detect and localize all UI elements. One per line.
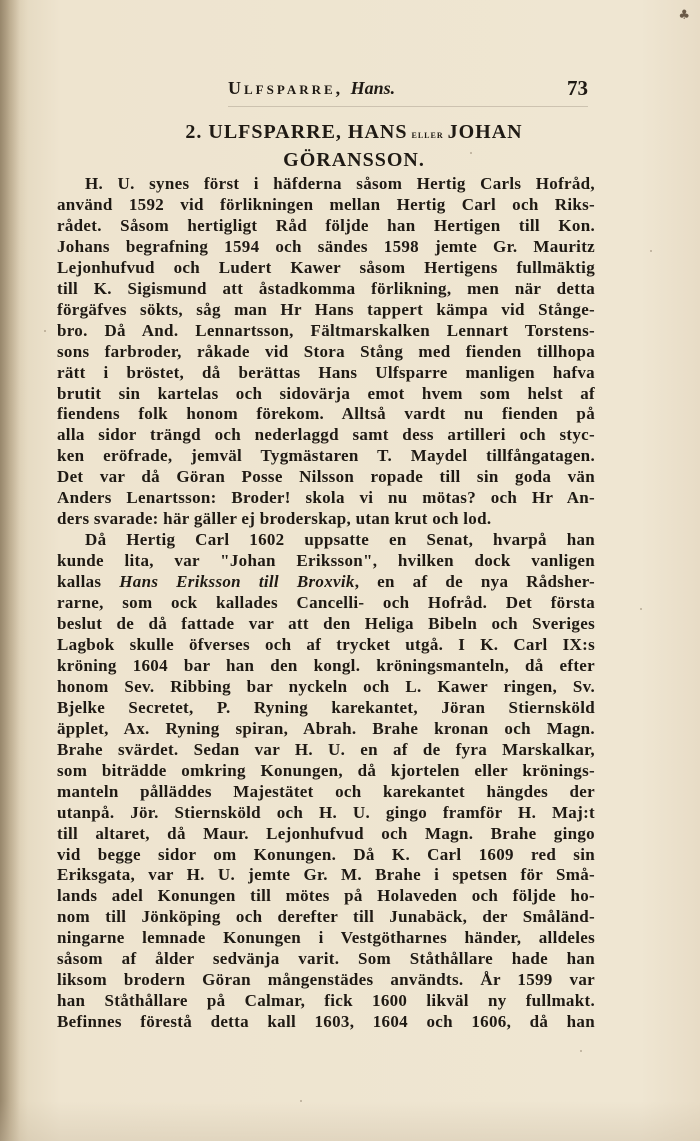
paper-speck [44, 330, 46, 332]
text-line: till altaret, då Maur. Lejonhufvud och Magn. Brahe gingo [57, 823, 595, 843]
text-line: ken eröfrade, jemväl Tygmästaren T. Maydel tillfångatagen. [57, 446, 595, 466]
text-line: såsom af ålder sedvänja varit. Som Ståthållare hade han [57, 949, 595, 969]
text-line: förgäfves sökts, såg man Hr Hans tappert kämpa vid Stånge- [57, 299, 595, 319]
text-line: manteln pålläddes Majestätet och karekantet hängdes der [57, 781, 595, 801]
running-head [228, 78, 395, 99]
text-line: utanpå. Jör. Stiernsköld och H. U. gingo framför H. Maj:t [57, 802, 595, 822]
text-line: använd 1592 vid förlikningen mellan Hertig Carl och Riks- [57, 194, 595, 214]
entry-title-conjunction: eller [411, 129, 444, 141]
page-number: 73 [567, 76, 588, 100]
italic-name: Hans Eriksson till Broxvik [119, 572, 355, 592]
text-line: ders svarade: här gäller ej broderskap, utan krut och lod. [57, 509, 492, 529]
bottom-shadow [0, 1101, 700, 1141]
entry-title-line-2: GÖRANSSON. [283, 149, 425, 171]
text-line: Brahe svärdet. Sedan var H. U. en af de fyra Marskalkar, [57, 739, 595, 759]
running-head-given-name: Hans. [350, 78, 396, 98]
text-line: kröning 1604 bar han den kongl. kröningsmanteln, då efter [57, 655, 595, 675]
text-line: vid begge sidor om Konungen. Då K. Carl 1609 red sin [57, 844, 595, 864]
text-line: fiendens folk honom förekom. Alltså vardt nu fienden på [57, 404, 595, 424]
text-line: Det var då Göran Posse Nilsson ropade till sin goda vän [57, 467, 595, 487]
paper-speck [300, 1100, 302, 1102]
entry-title-line-1 [100, 120, 608, 148]
text-line [57, 572, 595, 593]
text-line: rätt i bröstet, då berättas Hans Ulfsparre manligen hafva [57, 362, 595, 382]
entry-title [100, 120, 608, 173]
text-line: honom Sev. Ribbing bar nyckeln och L. Kawer ringen, Sv. [57, 676, 595, 696]
text-line: brutit sin kartelas och sidovärja emot hvem som helst af [57, 383, 595, 403]
text-line: beslut de då fattade var att den Heliga Bibeln och Sveriges [57, 614, 595, 634]
paper-speck [470, 152, 472, 154]
text-line: sons farbroder, råkade vid Stora Stång med fienden tillhopa [57, 341, 595, 361]
text-line: Bjelke Secretet, P. Ryning karekantet, Jöran Stiernsköld [57, 697, 595, 717]
text-line: Befinnes förestå detta kall 1603, 1604 och 1606, då han [57, 1012, 595, 1032]
text-line: liksom brodern Göran mångenstädes användts. År 1599 var [57, 970, 595, 990]
text-line: äpplet, Ax. Ryning spiran, Abrah. Brahe kronan och Magn. [57, 718, 595, 738]
text-segment: , en af de nya Rådsher- [354, 572, 595, 592]
text-line: Lagbok skulle öfverses och af trycket utgå. I K. Carl IX:s [57, 634, 595, 654]
text-line: han Ståthållare på Calmar, fick 1600 likväl ny fullmakt. [57, 991, 595, 1011]
paper-speck [650, 250, 652, 252]
entry-title-main: 2. ULFSPARRE, HANS [185, 121, 408, 143]
text-line: Eriksgata, var H. U. jemte Gr. M. Brahe i spetsen för Små- [57, 865, 595, 885]
paper-speck [66, 606, 68, 608]
text-line: alla sidor trängd och nederlaggd samt dess artilleri och styc- [57, 425, 595, 445]
text-line: kunde lita, var "Johan Eriksson", hvilken dock vanligen [57, 551, 595, 571]
text-line: Lejonhufvud och Ludert Kawer såsom Hertigens fullmäktig [57, 257, 595, 277]
spine-shadow [0, 0, 20, 1141]
paper-speck [120, 996, 122, 998]
text-line: nom till Jönköping och derefter till Junabäck, der Småländ- [57, 907, 595, 927]
text-line: rarne, som ock kallades Cancelli- och Hofråd. Det första [57, 593, 595, 613]
entry-title-alt-name: JOHAN [447, 121, 523, 143]
header-divider [228, 106, 588, 107]
text-line: Anders Lenartsson: Broder! skola vi nu mötas? och Hr An- [57, 488, 595, 508]
text-line: lands adel Konungen till mötes på Holaveden och följde ho- [57, 886, 595, 906]
body-text [57, 174, 595, 1033]
text-line: Johans begrafning 1594 och sändes 1598 jemte Gr. Mauritz [57, 236, 595, 256]
text-segment: kallas [57, 572, 120, 592]
corner-ornament-icon: ♣ [678, 8, 690, 23]
text-line: som biträdde omkring Konungen, då kjortelen eller krönings- [57, 760, 595, 780]
running-head-surname: Ulfsparre, [228, 78, 344, 98]
text-line: till K. Sigismund att åstadkomma förlikning, men när detta [57, 278, 595, 298]
paper-speck [580, 1050, 582, 1052]
paper-speck [640, 608, 642, 610]
page-header [228, 78, 588, 104]
text-line: rådet. Såsom hertigligt Råd följde han Hertigen till Kon. [57, 215, 595, 235]
text-line: ningarne lemnade Konungen i Vestgötharnes händer, alldeles [57, 928, 595, 948]
text-line: Då Hertig Carl 1602 uppsatte en Senat, hvarpå han [85, 530, 595, 550]
text-line: bro. Då And. Lennartsson, Fältmarskalken Lennart Torstens- [57, 320, 595, 340]
text-line: H. U. synes först i häfderna såsom Hertig Carls Hofråd, [85, 174, 595, 193]
